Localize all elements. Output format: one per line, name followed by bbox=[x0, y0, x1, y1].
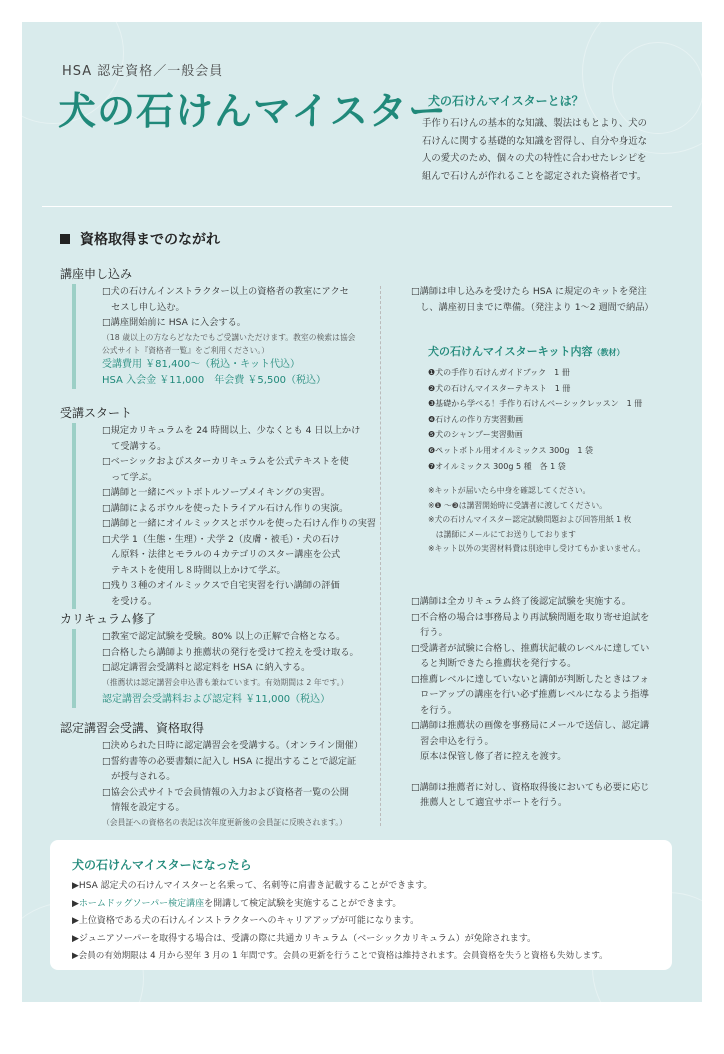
right-line: □受講者が試験に合格し、推薦状記載のレベルに達してい bbox=[411, 642, 650, 654]
fee-text: 受講費用 ￥81,400〜（税込・キット代込） bbox=[102, 358, 300, 370]
right-line: □講師は推薦者に対し、資格取得後においても必要に応じ bbox=[411, 781, 650, 793]
kit-title-text: 犬の石けんマイスターキット内容 bbox=[428, 345, 593, 358]
step-line: □誓約書等の必要書類に記入し HSA に提出することで認定証 bbox=[102, 755, 357, 767]
step-application bbox=[60, 265, 132, 282]
about-line: 組んで石けんが作れることを認定された資格者です。 bbox=[422, 170, 647, 182]
after-item-text: ▶ジュニアソーパーを取得する場合は、受講の際に共通カリキュラム（ベーシックカリキュラム）が免除されます。 bbox=[72, 933, 537, 944]
step-line: □講座開始前に HSA に入会する。 bbox=[102, 317, 246, 328]
right-line: し、講座初日までに準備。（発注より 1～2 週間で納品） bbox=[411, 301, 654, 313]
step-line: □講師によるボウルを使ったトライアル石けん作りの実演。 bbox=[102, 502, 349, 514]
square-bullet-icon bbox=[60, 234, 70, 244]
step-line: □講師と一緒にオイルミックスとボウルを使った石けん作りの実習 bbox=[102, 518, 377, 529]
step-note: （会員証への資格名の表記は次年度更新後の会員証に反映されます。） bbox=[102, 817, 347, 827]
after-heading: 犬の石けんマイスターになったら bbox=[72, 858, 252, 872]
kit-item: ❷犬の石けんマイスターテキスト 1 冊 bbox=[428, 383, 571, 393]
step-line: □協会公式サイトで会員情報の入力および資格者一覧の公開 bbox=[102, 786, 349, 798]
step-note: （18 歳以上の方ならどなたでもご受講いただけます。教室の検索は協会 bbox=[102, 332, 356, 342]
right-line: 推薦人として適宜サポートを行う。 bbox=[411, 797, 568, 808]
step-line: 情報を設定する。 bbox=[102, 802, 185, 813]
section-title bbox=[60, 229, 220, 249]
step-title: 講座申し込み bbox=[60, 267, 133, 281]
page-subtitle: HSA 認定資格／一般会員 bbox=[62, 64, 224, 79]
section-title-text: 資格取得までのながれ bbox=[80, 232, 220, 248]
divider bbox=[42, 206, 672, 207]
step-line: □合格したら講師より推薦状の発行を受けて控えを受け取る。 bbox=[102, 646, 359, 658]
step-line: って学ぶ。 bbox=[102, 471, 158, 483]
about-text bbox=[422, 115, 672, 185]
kit-notes bbox=[428, 484, 645, 557]
step-line: ん原料・法律とモラルの４カテゴリのスター講座を公式 bbox=[102, 549, 341, 560]
right-line: 行う。 bbox=[411, 627, 448, 638]
right-line: □推薦レベルに達していないと講師が判断したときはフォ bbox=[411, 673, 649, 685]
right-line: 習会申込を行う。 bbox=[411, 735, 494, 747]
fee-text: HSA 入会金 ￥11,000 年会費 ￥5,500（税込） bbox=[102, 374, 327, 386]
kit-note: は講師にメールにてお送りしております bbox=[428, 529, 576, 539]
step-start bbox=[60, 404, 132, 421]
instructor-duties bbox=[411, 594, 649, 811]
right-line: □不合格の場合は事務局より再試験問題を取り寄せ追試を bbox=[411, 611, 650, 623]
after-item-text: ▶上位資格である犬の石けんインストラクターへのキャリアアップが可能になります。 bbox=[72, 916, 420, 926]
right-line: □講師は申し込みを受けたら HSA に規定のキットを発注 bbox=[411, 286, 647, 297]
step-line: を受ける。 bbox=[102, 595, 158, 607]
step-title: カリキュラム修了 bbox=[60, 612, 156, 626]
about-line: 石けんに関する基礎的な知識を習得し、自分や身近な bbox=[422, 135, 648, 147]
step-line: □決められた日時に認定講習会を受講する。（オンライン開催） bbox=[102, 740, 364, 751]
step-body bbox=[72, 423, 376, 609]
after-item-text: ▶会員の有効期限は 4 月から翌年 3 月の 1 年間です。会員の更新を行うことで資格は維持されます。会員資格を失うと資格も失効します。 bbox=[72, 951, 608, 961]
step-body bbox=[72, 738, 363, 829]
fee-text: 認定講習会受講料および認定料 ￥11,000（税込） bbox=[102, 693, 331, 705]
after-list bbox=[72, 878, 608, 966]
kit-note: ※❶ ～❸は講習開始時に受講者に渡してください。 bbox=[428, 500, 607, 510]
kit-item: ❺犬のシャンプー実習動画 bbox=[428, 430, 523, 440]
course-link[interactable]: ホームドッグソーパー検定講座 bbox=[78, 898, 205, 909]
right-line: ると判断できたら推薦状を発行する。 bbox=[411, 658, 577, 669]
step-line: □残り３種のオイルミックスで自宅実習を行い講師の評価 bbox=[102, 580, 340, 591]
after-item-text: ▶HSA 認定犬の石けんマイスターと名乗って、名刺等に肩書き記載することができます。 bbox=[72, 881, 433, 891]
step-line: □犬の石けんインストラクター以上の資格者の教室にアクセ bbox=[102, 286, 349, 297]
right-line: □講師は全カリキュラム終了後認定試験を実施する。 bbox=[411, 596, 631, 607]
step-line: □教室で認定試験を受験。80% 以上の正解で合格となる。 bbox=[102, 631, 346, 642]
step-body bbox=[72, 284, 355, 389]
step-certification bbox=[60, 719, 204, 736]
right-line: □講師は推薦状の画像を事務局にメールで送信し、認定講 bbox=[411, 720, 650, 731]
kit-item: ❸基礎から学べる！手作り石けんベーシックレッスン 1 冊 bbox=[428, 399, 643, 409]
right-line: ローアップの講座を行い必ず推薦レベルになるよう指導 bbox=[411, 689, 649, 700]
kit-item: ❶犬の手作り石けんガイドブック 1 冊 bbox=[428, 368, 570, 377]
kit-list bbox=[428, 365, 642, 474]
column-divider bbox=[380, 286, 381, 826]
step-title: 受講スタート bbox=[60, 406, 133, 420]
kit-item: ❼オイルミックス 300g 5 種 各 1 袋 bbox=[428, 461, 566, 471]
kit-title bbox=[428, 343, 624, 359]
step-note: （推薦状は認定講習会申込書も兼ねています。有効期間は 2 年です。） bbox=[102, 677, 349, 687]
right-line: を行う。 bbox=[411, 704, 457, 716]
step-line: が授与される。 bbox=[102, 771, 176, 782]
step-line: □講師と一緒にペットボトルソープメイキングの実習。 bbox=[102, 487, 330, 498]
kit-note: ※キットが届いたら中身を確認してください。 bbox=[428, 486, 591, 495]
about-line: 人の愛犬のため、個々の犬の特性に合わせたレシピを bbox=[422, 153, 647, 164]
after-item bbox=[72, 878, 608, 896]
step-line: □規定カリキュラムを 24 時間以上、少なくとも 4 日以上かけ bbox=[102, 425, 361, 436]
after-certification-box bbox=[50, 840, 672, 970]
after-item bbox=[72, 896, 608, 914]
about-section bbox=[422, 92, 672, 185]
kit-note: ※キット以外の実習材料費は別途申し受けてもかまいません。 bbox=[428, 544, 646, 553]
instructor-order-note bbox=[411, 284, 654, 315]
kit-item: ❹石けんの作り方実習動画 bbox=[428, 414, 524, 424]
step-line: セスし申し込む。 bbox=[102, 301, 185, 313]
kit-title-small: （教材） bbox=[592, 347, 625, 357]
right-line bbox=[411, 765, 649, 780]
step-title: 認定講習会受講、資格取得 bbox=[60, 721, 205, 735]
step-line: テキストを使用し８時間以上かけて学ぶ。 bbox=[102, 564, 286, 576]
after-item bbox=[72, 913, 608, 931]
step-line: □ベーシックおよびスターカリキュラムを公式テキストを使 bbox=[102, 456, 349, 467]
after-item bbox=[72, 948, 608, 966]
about-line: 手作り石けんの基本的な知識、製法はもとより、犬の bbox=[422, 118, 648, 129]
right-line: 原本は保管し修了者に控えを渡す。 bbox=[411, 751, 567, 762]
after-item-text: を開講して検定試験を実施することができます。 bbox=[204, 898, 402, 909]
step-curriculum-complete bbox=[60, 610, 156, 627]
kit-note: ※犬の石けんマイスター認定試験問題および回答用紙 1 枚 bbox=[428, 515, 632, 524]
step-line: て受講する。 bbox=[102, 440, 167, 452]
page-title: 犬の石けんマイスター bbox=[58, 88, 447, 133]
after-item-text: ▶ bbox=[72, 898, 79, 909]
about-heading: 犬の石けんマイスターとは？ bbox=[428, 94, 584, 108]
step-note: 公式サイト『資格者一覧』をご利用ください。） bbox=[102, 345, 270, 355]
step-line: □犬学 1（生態・生理）・犬学 2（皮膚・被毛）・犬の石け bbox=[102, 533, 340, 545]
step-line: □認定講習会受講料と認定料を HSA に納入する。 bbox=[102, 662, 311, 673]
kit-item: ❻ペットボトル用オイルミックス 300g 1 袋 bbox=[428, 445, 594, 455]
step-body bbox=[72, 629, 359, 708]
after-item bbox=[72, 931, 608, 949]
